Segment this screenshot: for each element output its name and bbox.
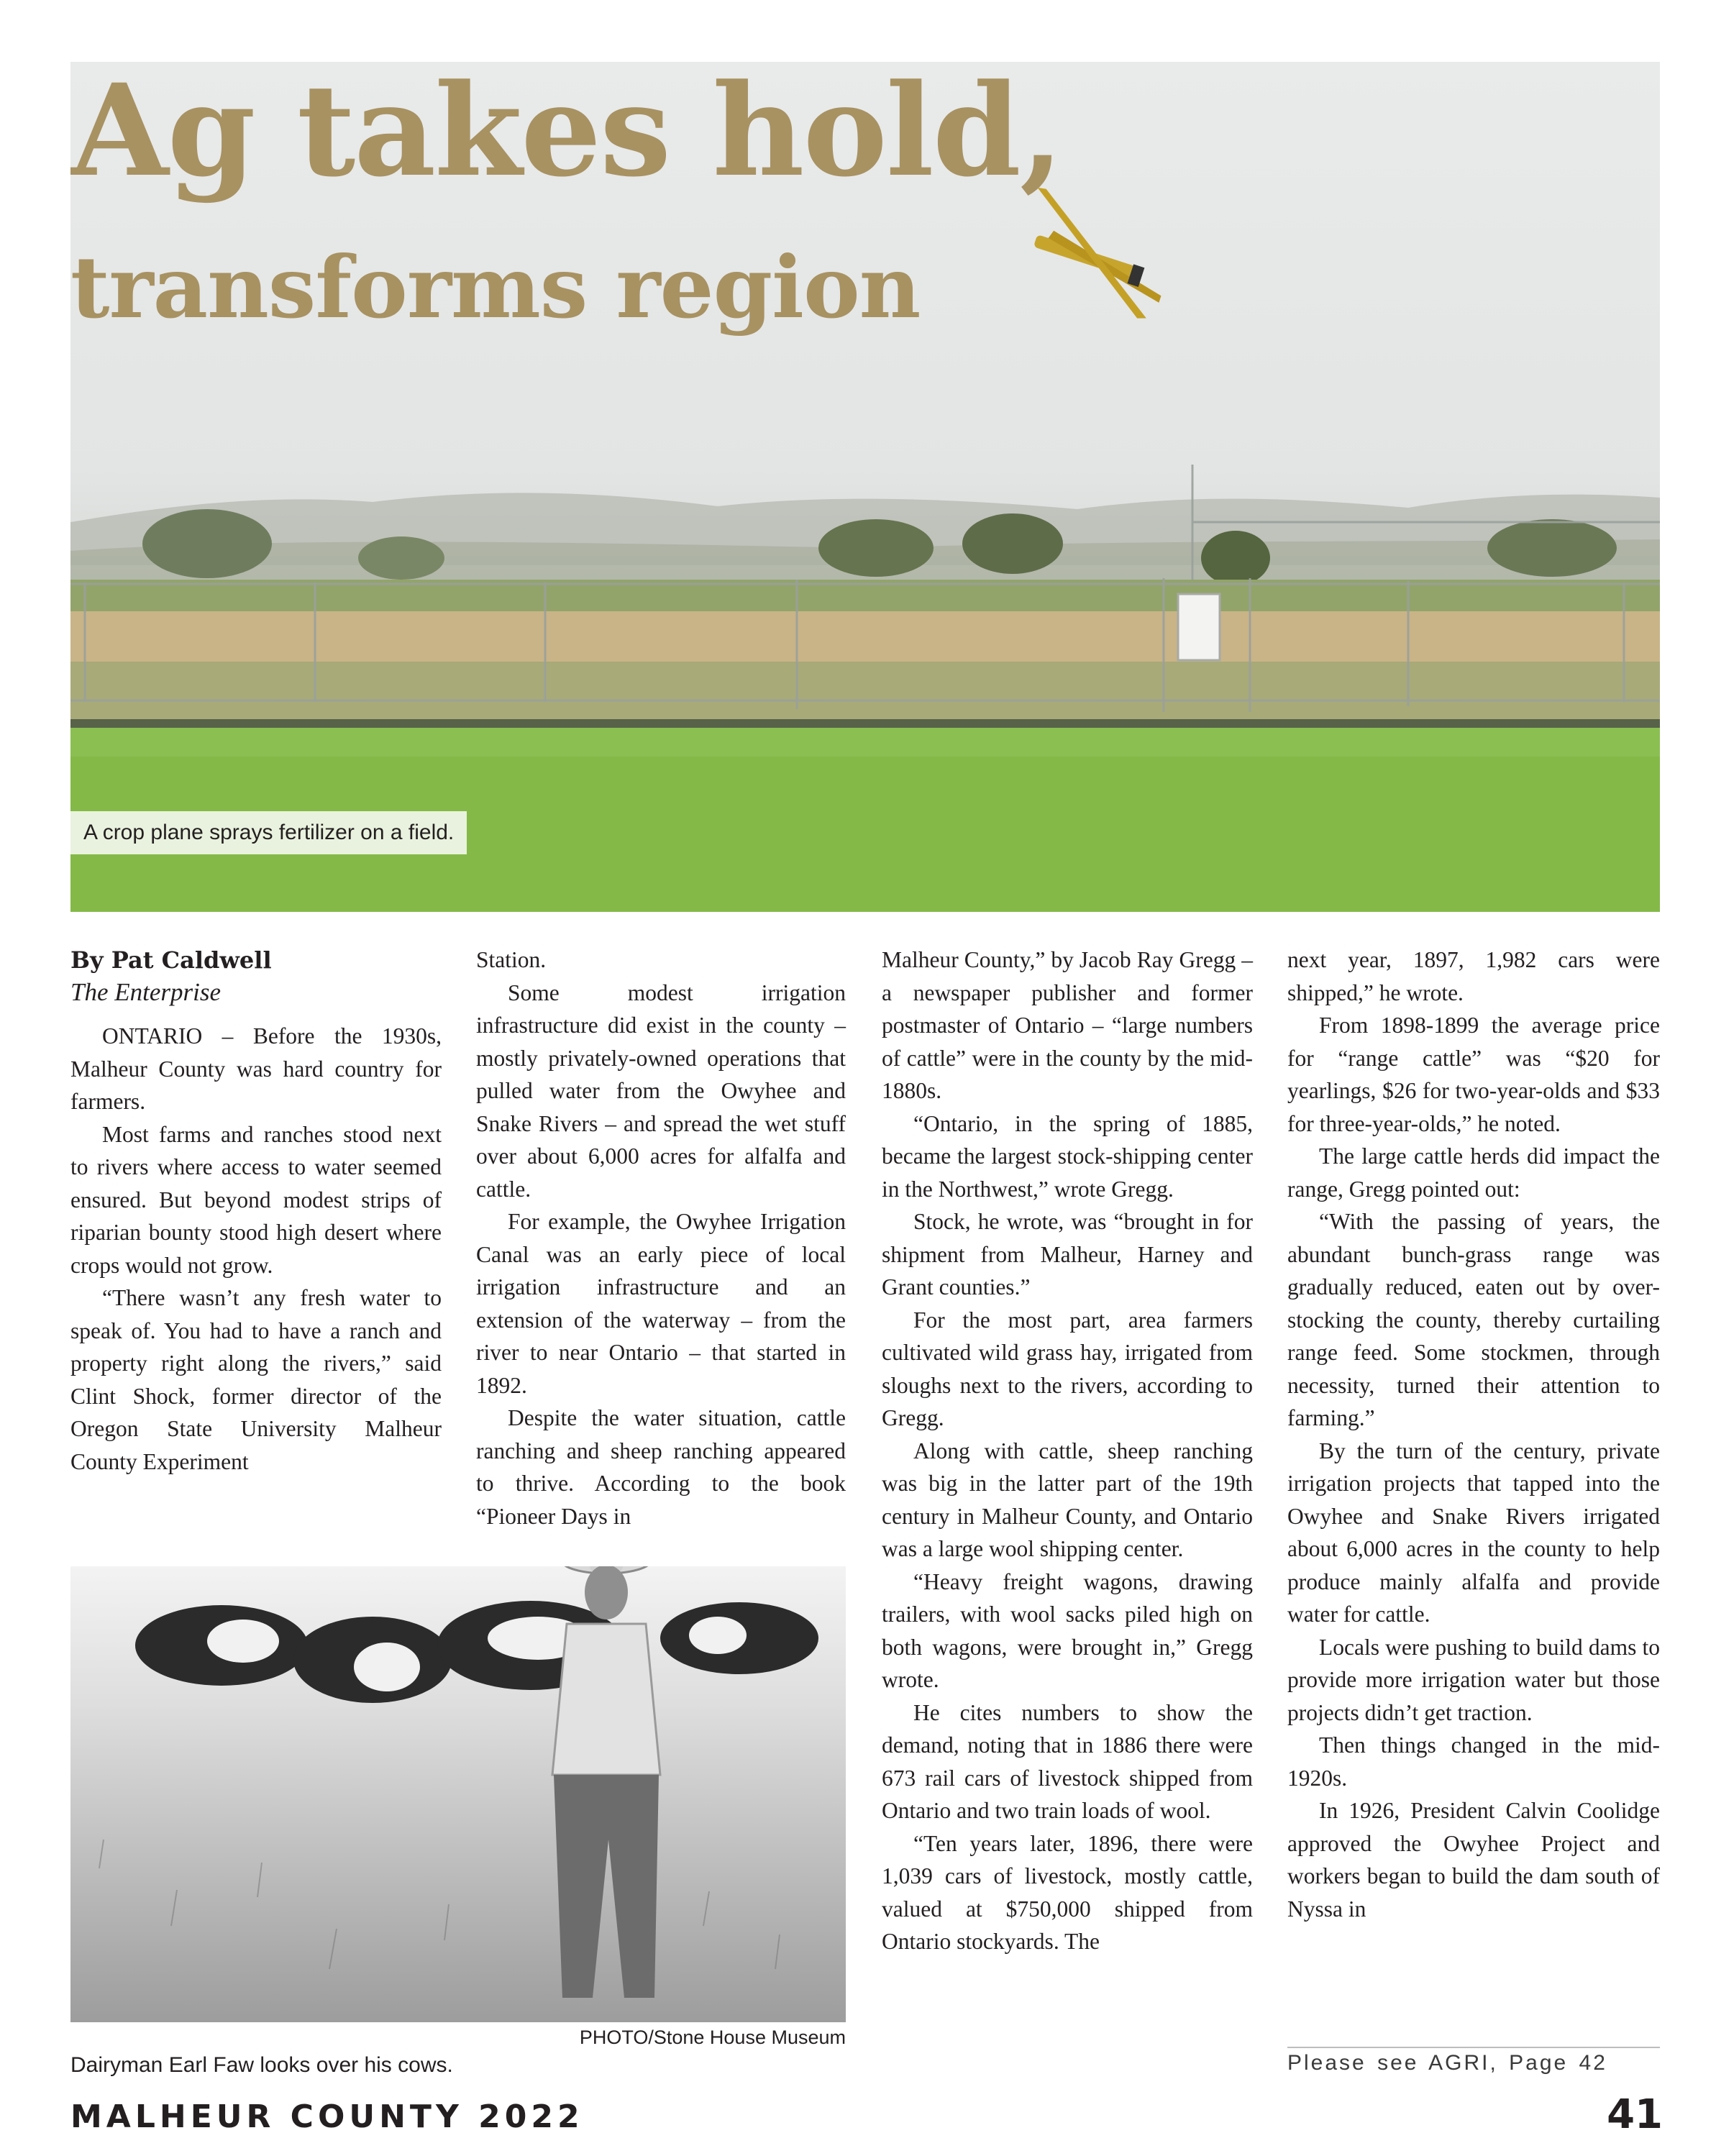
crop-plane-icon bbox=[1008, 186, 1182, 323]
paragraph: Malheur County,” by Jacob Ray Gregg – a newspaper publisher and former postmaster of Ontario – “large numbers of cattle” were in the county by the mid-1880s. bbox=[882, 947, 1253, 1103]
jump-rule bbox=[1287, 2047, 1660, 2048]
paragraph: He cites numbers to show the demand, noting that in 1886 there were 673 rail cars of livestock shipped from Ontario and two train loads of wool. bbox=[882, 1699, 1253, 1823]
paragraph: For example, the Owyhee Irrigation Canal was an early piece of local irrigation infrastructure and an extension of the waterway – from the river to near Ontario – that started in 1892. bbox=[476, 1209, 846, 1398]
cow-photo-caption: Dairyman Earl Faw looks over his cows. bbox=[70, 2053, 453, 2077]
paragraph: The large cattle herds did impact the range, Gregg pointed out: bbox=[1287, 1143, 1660, 1202]
paragraph: In 1926, President Calvin Coolidge approved the Owyhee Project and workers began to build the dam south of Nyssa in bbox=[1287, 1798, 1660, 1922]
dairy-cows-scene bbox=[70, 1566, 846, 2022]
article-column-2 bbox=[476, 944, 846, 1533]
paragraph: Station. bbox=[476, 947, 547, 972]
headline-line-2: transforms region bbox=[70, 237, 921, 337]
paragraph: Some modest irrigation infrastructure did exist in the county – mostly privately-owned operations that pulled water from the Owyhee and Snake Rivers – and spread the wet stuff over about 6,000 acres for alfalfa and cattle. bbox=[476, 979, 846, 1202]
paragraph: Stock, he wrote, was “brought in for shipment from Malheur, Harney and Grant counties.” bbox=[882, 1209, 1253, 1299]
paragraph: By the turn of the century, private irrigation projects that tapped into the Owyhee and Snake Rivers irrigated about 6,000 acres in the county to help produce mainly alfalfa and provide water for cattle. bbox=[1287, 1438, 1660, 1627]
page-number: 41 bbox=[1607, 2091, 1663, 2138]
paragraph: ONTARIO – Before the 1930s, Malheur County was hard country for farmers. bbox=[70, 1023, 442, 1114]
paragraph: next year, 1897, 1,982 cars were shipped,” he wrote. bbox=[1287, 947, 1660, 1005]
article-column-1 bbox=[70, 944, 442, 1478]
footer-publication-title: MALHEUR COUNTY 2022 bbox=[70, 2098, 584, 2135]
headline-line-1: Ag takes hold, bbox=[70, 62, 1063, 205]
jump-line: Please see AGRI, Page 42 bbox=[1287, 2051, 1607, 2075]
paragraph: “Heavy freight wagons, drawing trailers, with wool sacks piled high on both wagons, were brought in,” Gregg wrote. bbox=[882, 1568, 1253, 1692]
byline-outlet: The Enterprise bbox=[70, 978, 222, 1006]
paragraph: Then things changed in the mid-1920s. bbox=[1287, 1732, 1660, 1791]
photo-credit: PHOTO/Stone House Museum bbox=[579, 2027, 846, 2048]
paragraph: Despite the water situation, cattle ranching and sheep ranching appeared to thrive. According to the book “Pioneer Days in bbox=[476, 1405, 846, 1529]
hero-caption: A crop plane sprays fertilizer on a field. bbox=[70, 811, 467, 854]
article-column-3 bbox=[882, 944, 1253, 1958]
paragraph: Most farms and ranches stood next to rivers where access to water seemed ensured. But beyond modest strips of riparian bounty stood high desert where crops would not grow. bbox=[70, 1121, 442, 1278]
cow-photo bbox=[70, 1566, 846, 2022]
paragraph: Locals were pushing to build dams to provide more irrigation water but those projects didn’t get traction. bbox=[1287, 1634, 1660, 1725]
article-column-4 bbox=[1287, 944, 1660, 1925]
paragraph: “With the passing of years, the abundant bunch-grass range was gradually reduced, eaten out by over-stocking the county, thereby curtailing range feed. Some stockmen, through necessity, turned their attention to farming.” bbox=[1287, 1209, 1660, 1430]
paragraph: “There wasn’t any fresh water to speak of. You had to have a ranch and property right along the rivers,” said Clint Shock, former director of the Oregon State University Malheur County Experiment bbox=[70, 1285, 442, 1474]
paragraph: From 1898-1899 the average price for “range cattle” was “$20 for yearlings, $26 for two-year-olds and $33 for three-year-olds,” he noted. bbox=[1287, 1013, 1660, 1136]
paragraph: Along with cattle, sheep ranching was big in the latter part of the 19th century in Malheur County, and Ontario was a large wool shipping center. bbox=[882, 1438, 1253, 1561]
hero-photo bbox=[70, 62, 1660, 912]
paragraph: “Ontario, in the spring of 1885, became the largest stock-shipping center in the Northwest,” wrote Gregg. bbox=[882, 1110, 1253, 1202]
paragraph: For the most part, area farmers cultivated wild grass hay, irrigated from sloughs next to the rivers, according to Gregg. bbox=[882, 1307, 1253, 1430]
byline-author: By Pat Caldwell bbox=[70, 946, 272, 974]
paragraph: “Ten years later, 1896, there were 1,039 cars of livestock, mostly cattle, valued at $750,000 shipped from Ontario stockyards. The bbox=[882, 1830, 1253, 1954]
